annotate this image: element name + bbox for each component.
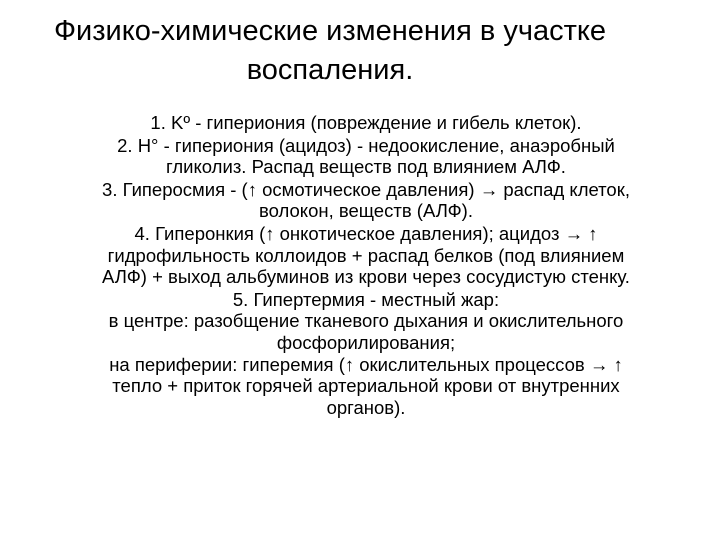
list-item-line: на периферии: гиперемия (↑ окислительных процессов → ↑: [109, 353, 623, 375]
list-item-line: волокон, веществ (АЛФ).: [259, 200, 473, 222]
list-item-line: в центре: разобщение тканевого дыхания и окислительного: [108, 310, 624, 332]
list-item-line: 1. Kº - гипериония (повреждение и гибель клеток).: [150, 112, 582, 133]
slide-title: [0, 12, 660, 90]
list-item-line: гидрофильность коллоидов + распад белков (под влиянием: [107, 244, 625, 266]
list-item-hyperonkia: [36, 223, 696, 288]
list-item-hyperosmia: [36, 179, 696, 222]
list-item-line: 5. Гипертермия - местный жар:: [232, 288, 500, 310]
list-item-line: органов).: [326, 396, 406, 418]
slide-title-line: Физико-химические изменения в участке: [54, 15, 606, 47]
list-item-line: фосфорилирования;: [276, 331, 456, 353]
list-item-line: 3. Гиперосмия - (↑ осмотическое давления) → распад клеток,: [102, 178, 630, 200]
slide-body: [36, 112, 696, 419]
list-item-line: гликолиз. Распад веществ под влиянием АЛФ.: [166, 156, 566, 178]
list-item-potassium: [36, 112, 696, 134]
list-item-hydrogen: [36, 135, 696, 178]
list-item-line: АЛФ) + выход альбуминов из крови через сосудистую стенку.: [102, 266, 630, 288]
list-item-hyperthermia: [36, 289, 696, 419]
list-item-line: тепло + приток горячей артериальной крови от внутренних: [112, 375, 620, 397]
slide-title-line: воспаления.: [246, 54, 414, 86]
list-item-line: 2. H° - гипериония (ацидоз) - недоокисление, анаэробный: [117, 134, 615, 156]
list-item-line: 4. Гиперонкия (↑ онкотическое давления); ацидоз → ↑: [134, 222, 598, 244]
